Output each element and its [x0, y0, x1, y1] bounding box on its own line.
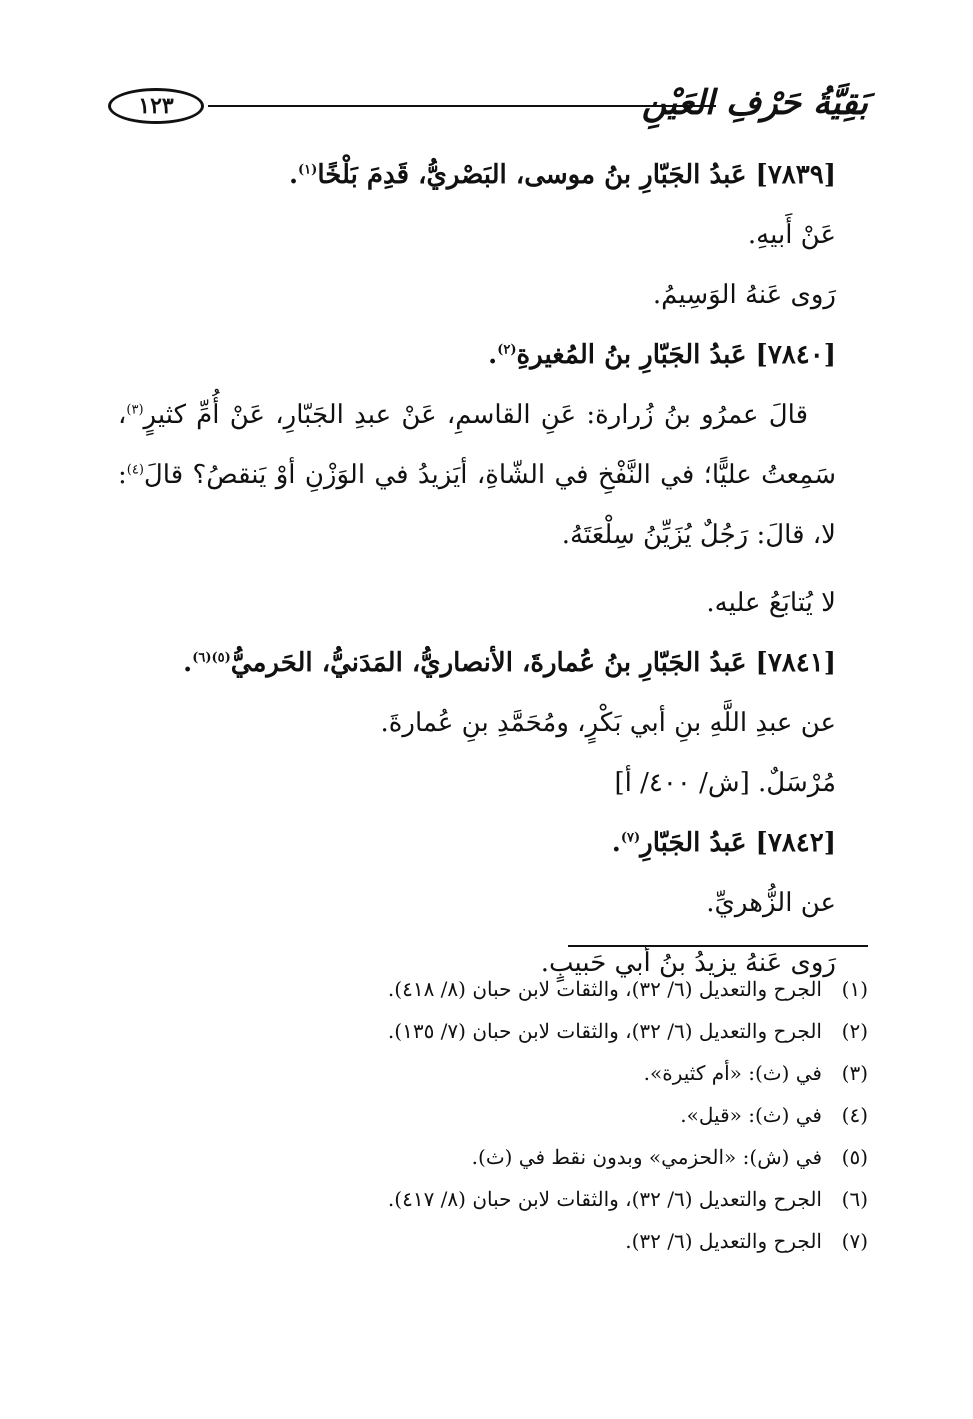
- footnote-number: (٧): [841, 1229, 868, 1253]
- entry-heading-end: .: [288, 160, 299, 190]
- entry-heading-7841: [118, 633, 836, 693]
- footnote-item: [300, 1010, 868, 1052]
- footnote-number: (٢): [841, 1019, 868, 1043]
- footnote-item: [300, 968, 868, 1010]
- entry-heading-end: .: [611, 828, 621, 858]
- footnote-text: الجرح والتعديل (٦/ ٣٢)، والثقات لابن حبان (٨/ ٤١٧).: [387, 1187, 822, 1211]
- footnote-ref[interactable]: (١): [298, 162, 318, 178]
- entry-heading-text: [٧٨٤٢] عَبدُ الجَبّارِ: [640, 828, 836, 858]
- page-number-text: ١٢٣: [138, 93, 174, 119]
- page-number: [108, 88, 204, 124]
- footnote-text: في (ث): «قيل».: [680, 1103, 822, 1127]
- footnote-text: الجرح والتعديل (٦/ ٣٢)، والثقات لابن حبان (٨/ ٤١٨).: [387, 977, 822, 1001]
- footnote-separator: [568, 945, 868, 947]
- footnote-item: [300, 1220, 868, 1262]
- entry-heading-7840: [118, 325, 836, 385]
- main-text: [118, 145, 836, 993]
- paragraph-text: : لا، قالَ: رَجُلٌ يُزَيِّنُ سِلْعَتَهُ.: [118, 460, 836, 550]
- footnote-text: الجرح والتعديل (٦/ ٣٢)، والثقات لابن حبان (٧/ ١٣٥).: [387, 1019, 822, 1043]
- running-title: بَقِيَّةُ حَرْفِ العَيْنِ: [641, 83, 868, 123]
- footnote-text: في (ث): «أم كثيرة».: [643, 1061, 822, 1085]
- footnote-number: (٦): [841, 1187, 868, 1211]
- footnote-text: في (ش): «الحزمي» وبدون نقط في (ث).: [471, 1145, 822, 1169]
- paragraph-text: ، سَمِعتُ عليًّا؛ في النَّفْخِ في الشّاةِ، أيَزيدُ في الوَزْنِ أوْ يَنقصُ؟ قالَ: [118, 400, 836, 490]
- entry-heading-text: [٧٨٤٠] عَبدُ الجَبّارِ بنُ المُغيرةِ: [516, 340, 836, 370]
- entry-line: لا يُتابَعُ عليه.: [706, 588, 836, 618]
- entry-line: رَوى عَنهُ يزيدُ بنُ أبي حَبيبٍ.: [540, 948, 836, 978]
- footnote-ref[interactable]: (٤): [126, 462, 144, 478]
- page-header: [108, 78, 868, 138]
- entry-heading-end: .: [183, 648, 193, 678]
- entry-heading-text: [٧٨٤١] عَبدُ الجَبّارِ بنُ عُمارةَ، الأنصاريُّ، المَدَنيُّ، الحَرميُّ: [230, 648, 836, 678]
- entry-line: عَنْ أَبيهِ.: [747, 220, 836, 250]
- entry-line: عن عبدِ اللَّهِ بنِ أبي بَكْرٍ، ومُحَمَّدِ بنِ عُمارةَ.: [380, 708, 836, 738]
- entry-heading-text: [٧٨٣٩] عَبدُ الجَبّارِ بنُ موسى، البَصْريُّ، قَدِمَ بَلْخًا: [317, 160, 836, 190]
- header-rule: [208, 105, 716, 107]
- footnote-item: [300, 1094, 868, 1136]
- footnote-item: [300, 1136, 868, 1178]
- footnote-number: (١): [841, 977, 868, 1001]
- entry-line: عن الزُّهريِّ.: [706, 888, 836, 918]
- footnote-item: [300, 1052, 868, 1094]
- footnote-ref[interactable]: (٢): [497, 342, 517, 358]
- footnote-ref[interactable]: (٣): [126, 402, 144, 418]
- footnote-number: (٥): [841, 1145, 868, 1169]
- footnote-item: [300, 1178, 868, 1220]
- footnote-number: (٣): [841, 1061, 868, 1085]
- footnote-ref[interactable]: (٧): [620, 830, 641, 846]
- footnote-number: (٤): [841, 1103, 868, 1127]
- footnotes: [300, 968, 868, 1262]
- entry-line: مُرْسَلٌ. [ش/ ٤٠٠/ أ]: [614, 768, 836, 798]
- footnote-ref[interactable]: (٥)(٦): [192, 650, 231, 666]
- entry-paragraph: [118, 385, 836, 565]
- entry-heading-7842: [118, 813, 836, 873]
- entry-line: رَوى عَنهُ الوَسِيمُ.: [652, 280, 836, 310]
- entry-heading-end: .: [488, 340, 498, 370]
- entry-heading-7839: [118, 145, 836, 205]
- footnote-text: الجرح والتعديل (٦/ ٣٢).: [625, 1229, 822, 1253]
- paragraph-text: قالَ عمرُو بنُ زُرارة: عَنِ القاسمِ، عَنْ عبدِ الجَبّارِ، عَنْ أُمِّ كثيرٍ: [143, 400, 808, 430]
